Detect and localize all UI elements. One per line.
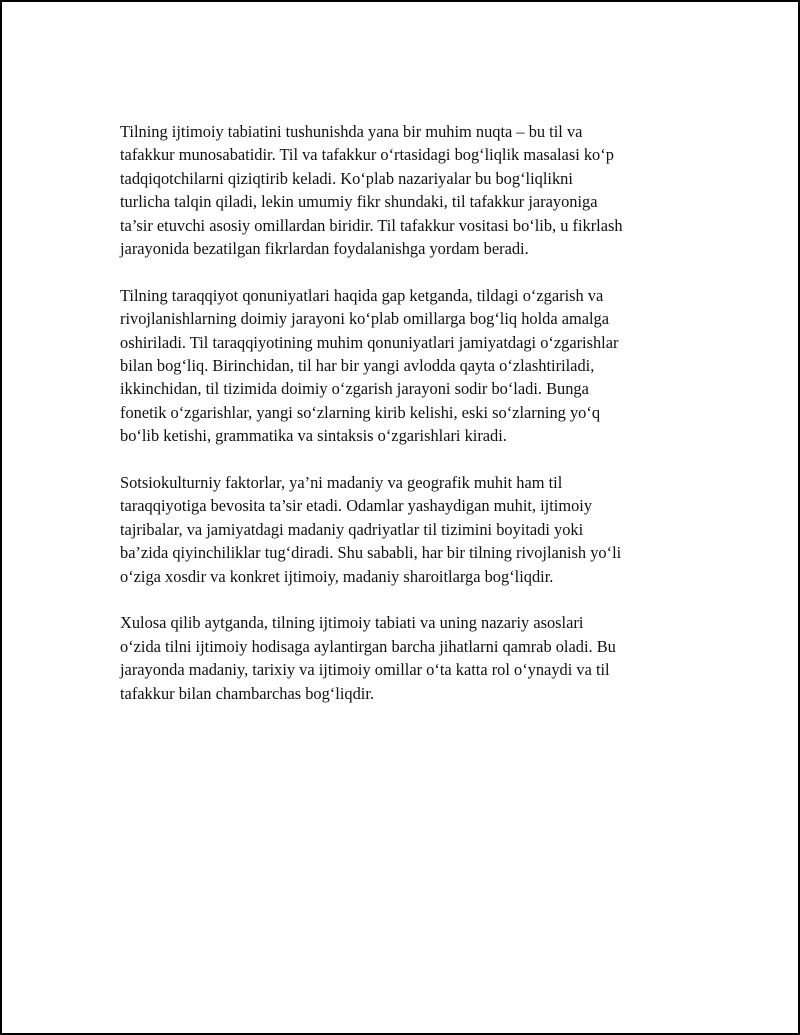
text-line: rivojlanishlarning doimiy jarayoni ko‘plab omillarga bog‘liq holda amalga	[120, 309, 610, 329]
text-line: Tilning ijtimoiy tabiatini tushunishda yana bir muhim nuqta – bu til va	[120, 122, 583, 141]
text-line: jarayonida bezatilgan fikrlardan foydalanishga yordam beradi.	[120, 239, 529, 259]
text-line: oshiriladi. Til taraqqiyotining muhim qonuniyatlari jamiyatdagi o‘zgarishlar	[120, 332, 619, 352]
document-body	[120, 120, 690, 729]
paragraph-4	[120, 611, 690, 705]
text-line: Tilning taraqqiyot qonuniyatlari haqida gap ketganda, tildagi o‘zgarish va	[120, 285, 604, 305]
text-line: bilan bog‘liq. Birinchidan, til har bir yangi avlodda qayta o‘zlashtiriladi,	[120, 356, 595, 376]
text-line: o‘zida tilni ijtimoiy hodisaga aylantirgan barcha jihatlarni qamrab oladi. Bu	[120, 636, 616, 656]
text-line: o‘ziga xosdir va konkret ijtimoiy, madaniy sharoitlarga bog‘liqdir.	[120, 566, 554, 586]
text-line: turlicha talqin qiladi, lekin umumiy fikr shundaki, til tafakkur jarayoniga	[120, 192, 598, 212]
text-line: ba’zida qiyinchiliklar tug‘diradi. Shu sababli, har bir tilning rivojlanish yo‘li	[120, 543, 622, 563]
text-line: tafakkur munosabatidir. Til va tafakkur o‘rtasidagi bog‘liqlik masalasi ko‘p	[120, 145, 614, 165]
text-line: ikkinchidan, til tizimida doimiy o‘zgarish jarayoni sodir bo‘ladi. Bunga	[120, 379, 589, 399]
paragraph-2	[120, 284, 690, 448]
text-line: jarayonda madaniy, tarixiy va ijtimoiy omillar o‘ta katta rol o‘ynaydi va til	[120, 660, 610, 680]
text-line: tadqiqotchilarni qiziqtirib keladi. Ko‘plab nazariyalar bu bog‘liqlikni	[120, 168, 573, 188]
text-line: ta’sir etuvchi asosiy omillardan biridir. Til tafakkur vositasi bo‘lib, u fikrlash	[120, 215, 623, 235]
paragraph-3	[120, 471, 690, 588]
text-line: tafakkur bilan chambarchas bog‘liqdir.	[120, 683, 374, 703]
text-line: Sotsiokulturniy faktorlar, ya’ni madaniy va geografik muhit ham til	[120, 473, 563, 493]
text-line: tajribalar, va jamiyatdagi madaniy qadriyatlar til tizimini boyitadi yoki	[120, 519, 584, 539]
text-line: Xulosa qilib aytganda, tilning ijtimoiy tabiati va uning nazariy asoslari	[120, 613, 584, 633]
paragraph-1	[120, 120, 690, 260]
text-line: taraqqiyotiga bevosita ta’sir etadi. Odamlar yashaydigan muhit, ijtimoiy	[120, 496, 593, 516]
text-line: bo‘lib ketishi, grammatika va sintaksis o‘zgarishlari kiradi.	[120, 426, 507, 446]
text-line: fonetik o‘zgarishlar, yangi so‘zlarning kirib kelishi, eski so‘zlarning yo‘q	[120, 402, 601, 422]
